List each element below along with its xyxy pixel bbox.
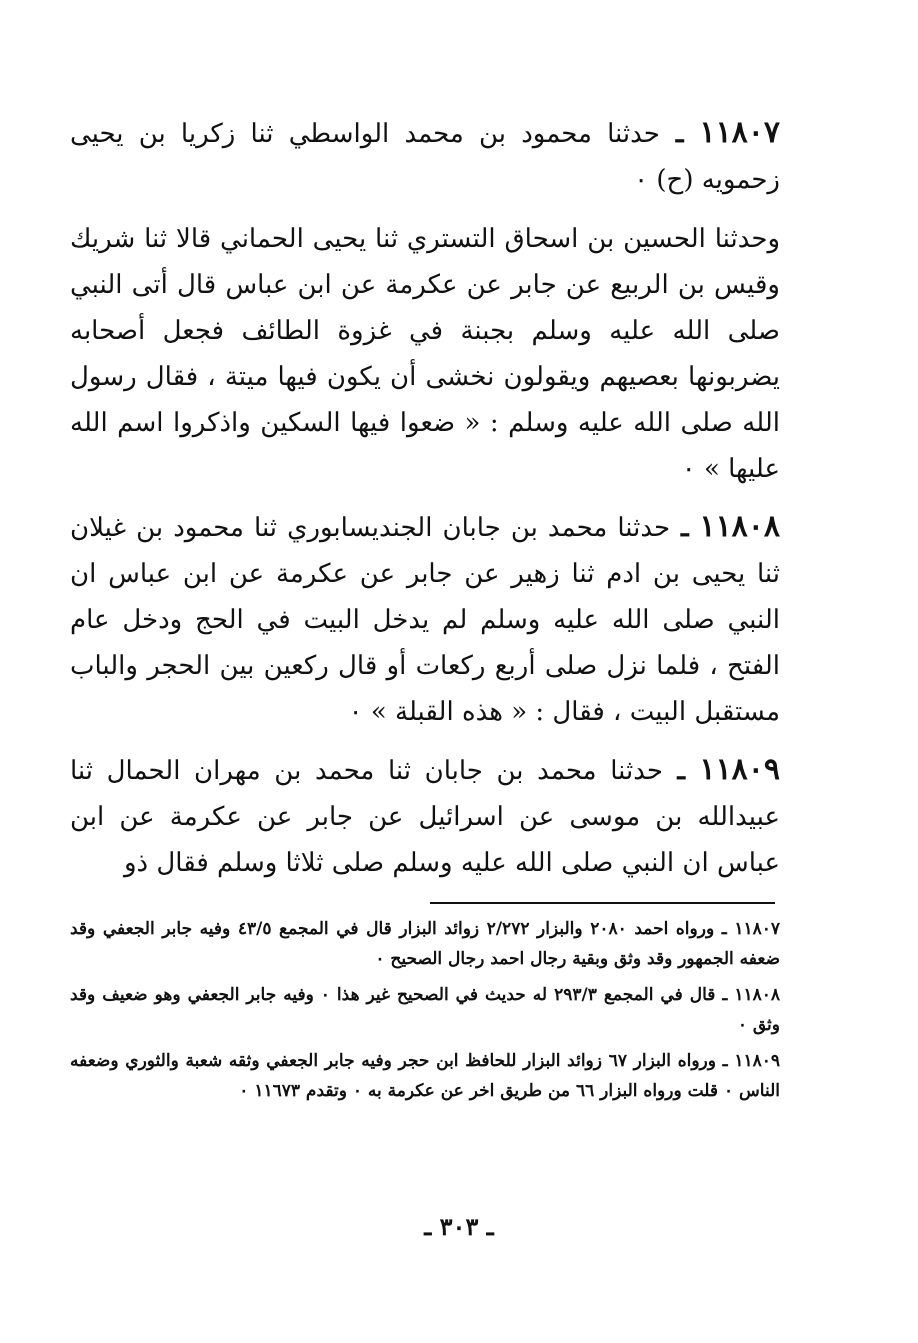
hadith-text: حدثنا محمد بن جابان الجنديسابوري ثنا محمود بن غيلان ثنا يحيى بن ادم ثنا زهير عن جابر عن عكرمة عن ابن عباس ان النبي صلى الله عليه وسلم لم يدخل البيت في الحج ودخل عام الفتح ، فلما نزل صلى أربع ركعات أو قال ركعين بين الحجر والباب مستقبل البيت ، فقال : « هذه القبلة » ٠ bbox=[70, 513, 780, 727]
hadith-number: ١١٨٠٨ bbox=[699, 509, 780, 544]
footnote-divider bbox=[430, 902, 775, 904]
hadith-number: ١١٨٠٧ bbox=[699, 115, 780, 150]
separator: ـ bbox=[670, 513, 700, 543]
footnote-11807: ١١٨٠٧ ـ ورواه احمد ٢٠٨٠ والبزار ٢/٢٧٢ زوائد البزار قال في المجمع ٤٣/٥ وفيه جابر الجعفي وقد ضعفه الجمهور وقد وثق وبقية رجال احمد رجال الصحيح ٠ bbox=[70, 919, 780, 969]
hadith-number: ١١٨٠٩ bbox=[699, 752, 780, 787]
separator: ـ bbox=[659, 119, 700, 149]
separator: ـ bbox=[662, 756, 700, 786]
hadith-11807 bbox=[70, 110, 780, 203]
main-text bbox=[70, 110, 780, 898]
hadith-11807-second-chain bbox=[70, 215, 780, 492]
hadith-text: حدثنا محمد بن جابان ثنا محمد بن مهران الحمال ثنا عبيدالله بن موسى عن اسرائيل عن جابر عن عكرمة عن ابن عباس ان النبي صلى الله عليه وسلم صلى ثلاثا وسلم فقال ذو bbox=[70, 756, 780, 878]
footnote-11809: ١١٨٠٩ ـ ورواه البزار ٦٧ زوائد البزار للحافظ ابن حجر وفيه جابر الجعفي وثقه شعبة والثوري وضعفه الناس ٠ قلت ورواه البزار ٦٦ من طريق اخر عن عكرمة به ٠ وتقدم ١١٦٧٣ ٠ bbox=[70, 1051, 780, 1101]
hadith-text: وحدثنا الحسين بن اسحاق التستري ثنا يحيى الحماني قالا ثنا شريك وقيس بن الربيع عن جابر عن عكرمة عن ابن عباس قال أتى النبي صلى الله عليه وسلم بجبنة في غزوة الطائف فجعل أصحابه يضربونها بعصيهم ويقولون نخشى أن يكون فيها ميتة ، فقال رسول الله صلى الله عليه وسلم : « ضعوا فيها السكين واذكروا اسم الله عليها » ٠ bbox=[70, 224, 780, 484]
footnotes bbox=[70, 914, 780, 1112]
hadith-11809 bbox=[70, 747, 780, 886]
page-number: ـ ٣٠٣ ـ bbox=[424, 1212, 494, 1241]
footnote-11808: ١١٨٠٨ ـ قال في المجمع ٢٩٣/٣ له حديث في الصحيح غير هذا ٠ وفيه جابر الجعفي وهو ضعيف وقد وثق ٠ bbox=[70, 985, 781, 1035]
hadith-11808 bbox=[70, 504, 780, 735]
hadith-text: حدثنا محمود بن محمد الواسطي ثنا زكريا بن يحيى زحمويه (ح) ٠ bbox=[70, 119, 780, 195]
